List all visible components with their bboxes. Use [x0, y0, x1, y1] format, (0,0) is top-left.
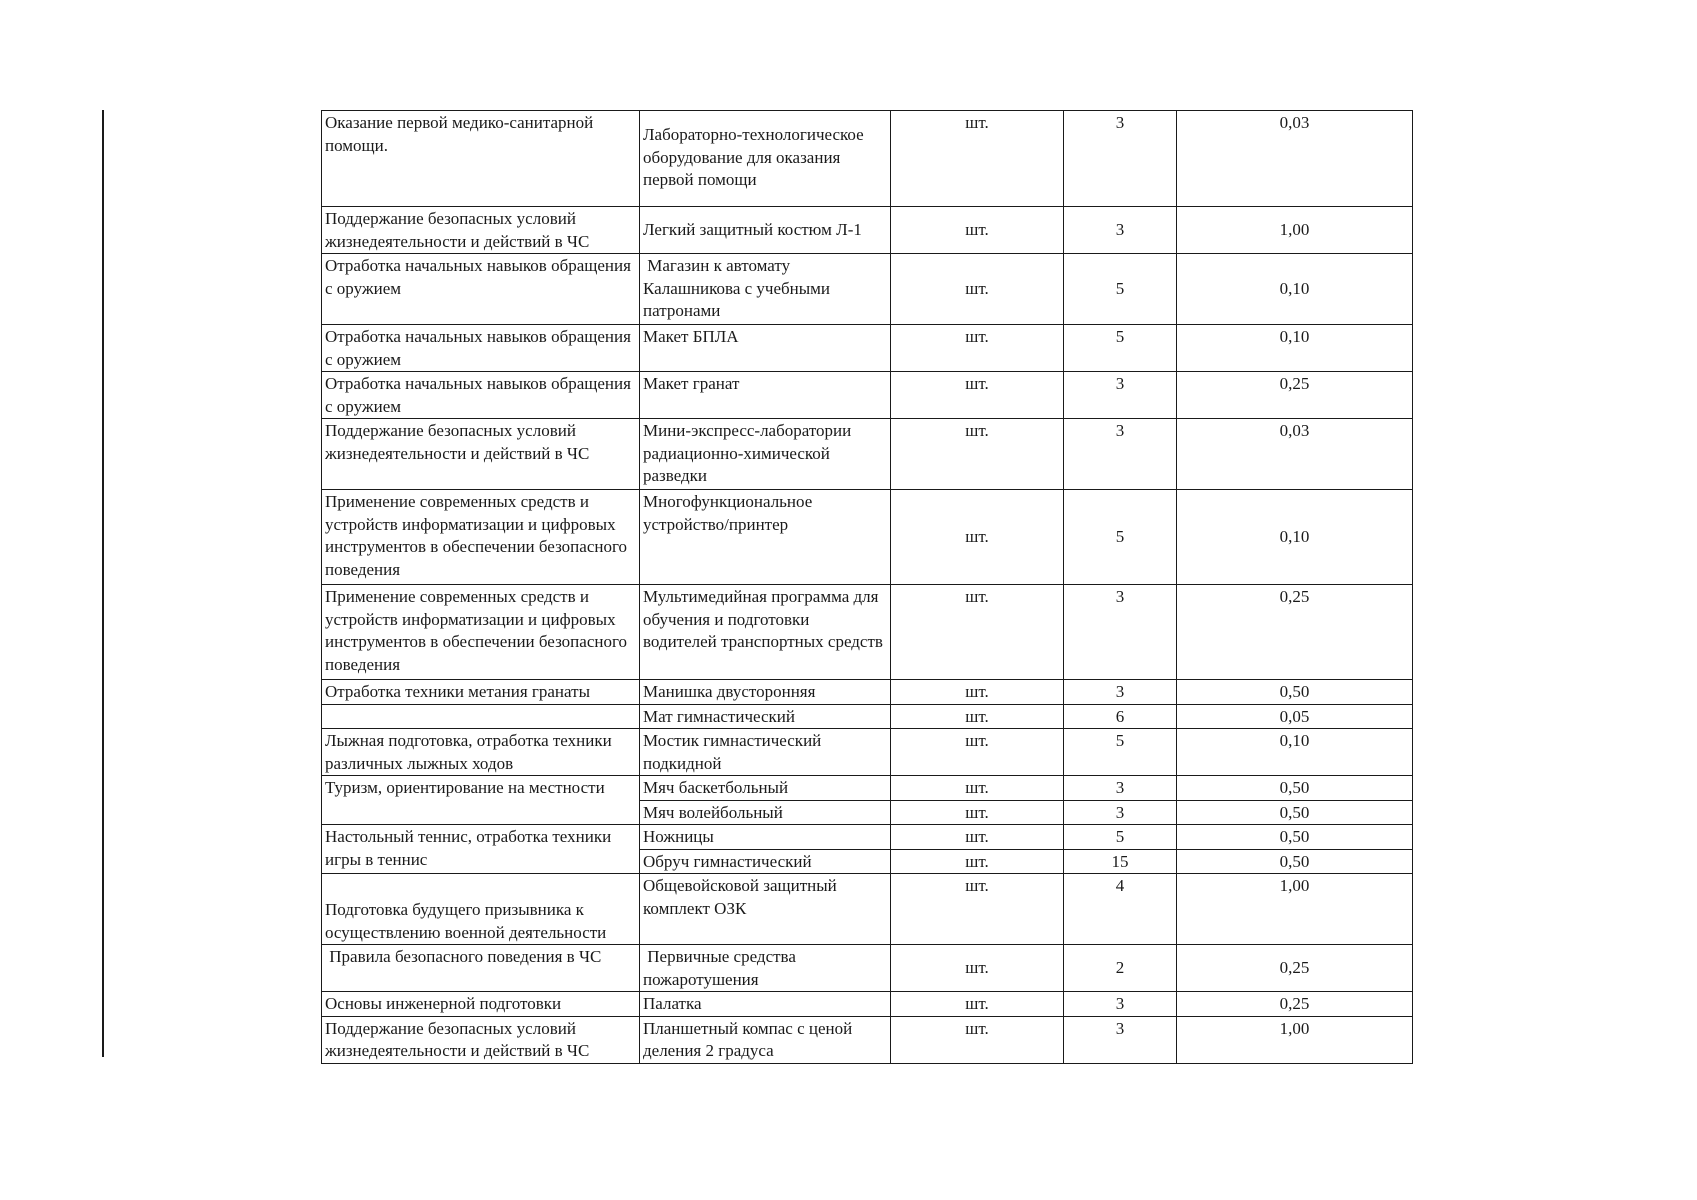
- activity-cell: Оказание первой медико-санитарной помощи.: [322, 111, 640, 207]
- norm-cell: 0,10: [1177, 325, 1413, 372]
- quantity-cell: 3: [1064, 680, 1177, 705]
- table-row: [322, 776, 1413, 801]
- equipment-cell: Макет БПЛА: [640, 325, 891, 372]
- quantity-cell: 3: [1064, 207, 1177, 254]
- quantity-cell: 3: [1064, 800, 1177, 825]
- quantity-cell: 5: [1064, 729, 1177, 776]
- equipment-cell: Мини-экспресс-лаборатории радиационно-химической разведки: [640, 419, 891, 490]
- unit-cell: шт.: [891, 992, 1064, 1017]
- unit-cell: шт.: [891, 849, 1064, 874]
- quantity-cell: 5: [1064, 325, 1177, 372]
- unit-cell: шт.: [891, 680, 1064, 705]
- equipment-cell: Лабораторно-технологическое оборудование для оказания первой помощи: [640, 111, 891, 207]
- norm-cell: 0,10: [1177, 490, 1413, 585]
- norm-cell: 0,50: [1177, 849, 1413, 874]
- table-row: [322, 680, 1413, 705]
- norm-cell: 0,03: [1177, 419, 1413, 490]
- equipment-cell: Обруч гимнастический: [640, 849, 891, 874]
- equipment-cell: Планшетный компас с ценой деления 2 градуса: [640, 1016, 891, 1063]
- equipment-cell: Мяч баскетбольный: [640, 776, 891, 801]
- activity-cell: Отработка начальных навыков обращения с оружием: [322, 254, 640, 325]
- table-row: [322, 490, 1413, 585]
- unit-cell: шт.: [891, 874, 1064, 945]
- left-margin-line: [102, 110, 104, 1057]
- norm-cell: 0,50: [1177, 680, 1413, 705]
- quantity-cell: 3: [1064, 1016, 1177, 1063]
- unit-cell: шт.: [891, 207, 1064, 254]
- unit-cell: шт.: [891, 585, 1064, 680]
- unit-cell: шт.: [891, 1016, 1064, 1063]
- equipment-cell: Мяч волейбольный: [640, 800, 891, 825]
- unit-cell: шт.: [891, 254, 1064, 325]
- table-row: [322, 729, 1413, 776]
- norm-cell: 0,25: [1177, 992, 1413, 1017]
- unit-cell: шт.: [891, 325, 1064, 372]
- equipment-cell: Мостик гимнастический подкидной: [640, 729, 891, 776]
- unit-cell: шт.: [891, 419, 1064, 490]
- activity-cell: Настольный теннис, отработка техники игры в теннис: [322, 825, 640, 874]
- activity-cell: Подготовка будущего призывника к осуществлению военной деятельности: [322, 874, 640, 945]
- norm-cell: 0,10: [1177, 729, 1413, 776]
- equipment-cell: Первичные средства пожаротушения: [640, 945, 891, 992]
- equipment-cell: Мультимедийная программа для обучения и подготовки водителей транспортных средств: [640, 585, 891, 680]
- activity-cell: [322, 704, 640, 729]
- quantity-cell: 3: [1064, 776, 1177, 801]
- quantity-cell: 5: [1064, 254, 1177, 325]
- table-row: [322, 585, 1413, 680]
- activity-cell: Применение современных средств и устройств информатизации и цифровых инструментов в обеспечении безопасного поведения: [322, 585, 640, 680]
- norm-cell: 0,25: [1177, 585, 1413, 680]
- norm-cell: 0,03: [1177, 111, 1413, 207]
- equipment-cell: Палатка: [640, 992, 891, 1017]
- activity-cell: Поддержание безопасных условий жизнедеятельности и действий в ЧС: [322, 1016, 640, 1063]
- unit-cell: шт.: [891, 945, 1064, 992]
- unit-cell: шт.: [891, 704, 1064, 729]
- equipment-cell: Общевойсковой защитный комплект ОЗК: [640, 874, 891, 945]
- table-row: [322, 992, 1413, 1017]
- table-row: [322, 704, 1413, 729]
- equipment-cell: Манишка двусторонняя: [640, 680, 891, 705]
- table-row: [322, 1016, 1413, 1063]
- activity-cell: Отработка начальных навыков обращения с оружием: [322, 325, 640, 372]
- quantity-cell: 6: [1064, 704, 1177, 729]
- activity-cell: Применение современных средств и устройств информатизации и цифровых инструментов в обеспечении безопасного поведения: [322, 490, 640, 585]
- table-row: [322, 372, 1413, 419]
- norm-cell: 0,10: [1177, 254, 1413, 325]
- quantity-cell: 3: [1064, 111, 1177, 207]
- equipment-cell: Макет гранат: [640, 372, 891, 419]
- table-row: [322, 945, 1413, 992]
- quantity-cell: 3: [1064, 585, 1177, 680]
- norm-cell: 1,00: [1177, 874, 1413, 945]
- unit-cell: шт.: [891, 729, 1064, 776]
- activity-cell: Поддержание безопасных условий жизнедеятельности и действий в ЧС: [322, 207, 640, 254]
- unit-cell: шт.: [891, 776, 1064, 801]
- table-row: [322, 207, 1413, 254]
- table-row: [322, 419, 1413, 490]
- table-row: [322, 874, 1413, 945]
- norm-cell: 0,50: [1177, 776, 1413, 801]
- quantity-cell: 5: [1064, 490, 1177, 585]
- table-row: [322, 254, 1413, 325]
- quantity-cell: 15: [1064, 849, 1177, 874]
- quantity-cell: 2: [1064, 945, 1177, 992]
- table-row: [322, 111, 1413, 207]
- quantity-cell: 5: [1064, 825, 1177, 850]
- norm-cell: 0,25: [1177, 372, 1413, 419]
- unit-cell: шт.: [891, 372, 1064, 419]
- equipment-cell: Ножницы: [640, 825, 891, 850]
- norm-cell: 0,25: [1177, 945, 1413, 992]
- unit-cell: шт.: [891, 490, 1064, 585]
- equipment-cell: Мат гимнастический: [640, 704, 891, 729]
- activity-cell: Основы инженерной подготовки: [322, 992, 640, 1017]
- norm-cell: 1,00: [1177, 207, 1413, 254]
- quantity-cell: 3: [1064, 419, 1177, 490]
- unit-cell: шт.: [891, 825, 1064, 850]
- equipment-table: [321, 110, 1413, 1064]
- equipment-cell: Магазин к автомату Калашникова с учебными патронами: [640, 254, 891, 325]
- activity-cell: Правила безопасного поведения в ЧС: [322, 945, 640, 992]
- unit-cell: шт.: [891, 111, 1064, 207]
- norm-cell: 0,50: [1177, 800, 1413, 825]
- norm-cell: 0,05: [1177, 704, 1413, 729]
- quantity-cell: 3: [1064, 372, 1177, 419]
- quantity-cell: 3: [1064, 992, 1177, 1017]
- activity-cell: Туризм, ориентирование на местности: [322, 776, 640, 825]
- norm-cell: 0,50: [1177, 825, 1413, 850]
- activity-cell: Отработка начальных навыков обращения с оружием: [322, 372, 640, 419]
- equipment-cell: Легкий защитный костюм Л-1: [640, 207, 891, 254]
- activity-cell: Поддержание безопасных условий жизнедеятельности и действий в ЧС: [322, 419, 640, 490]
- unit-cell: шт.: [891, 800, 1064, 825]
- norm-cell: 1,00: [1177, 1016, 1413, 1063]
- table-row: [322, 825, 1413, 850]
- equipment-cell: Многофункциональное устройство/принтер: [640, 490, 891, 585]
- activity-cell: Лыжная подготовка, отработка техники различных лыжных ходов: [322, 729, 640, 776]
- table-row: [322, 325, 1413, 372]
- activity-cell: Отработка техники метания гранаты: [322, 680, 640, 705]
- quantity-cell: 4: [1064, 874, 1177, 945]
